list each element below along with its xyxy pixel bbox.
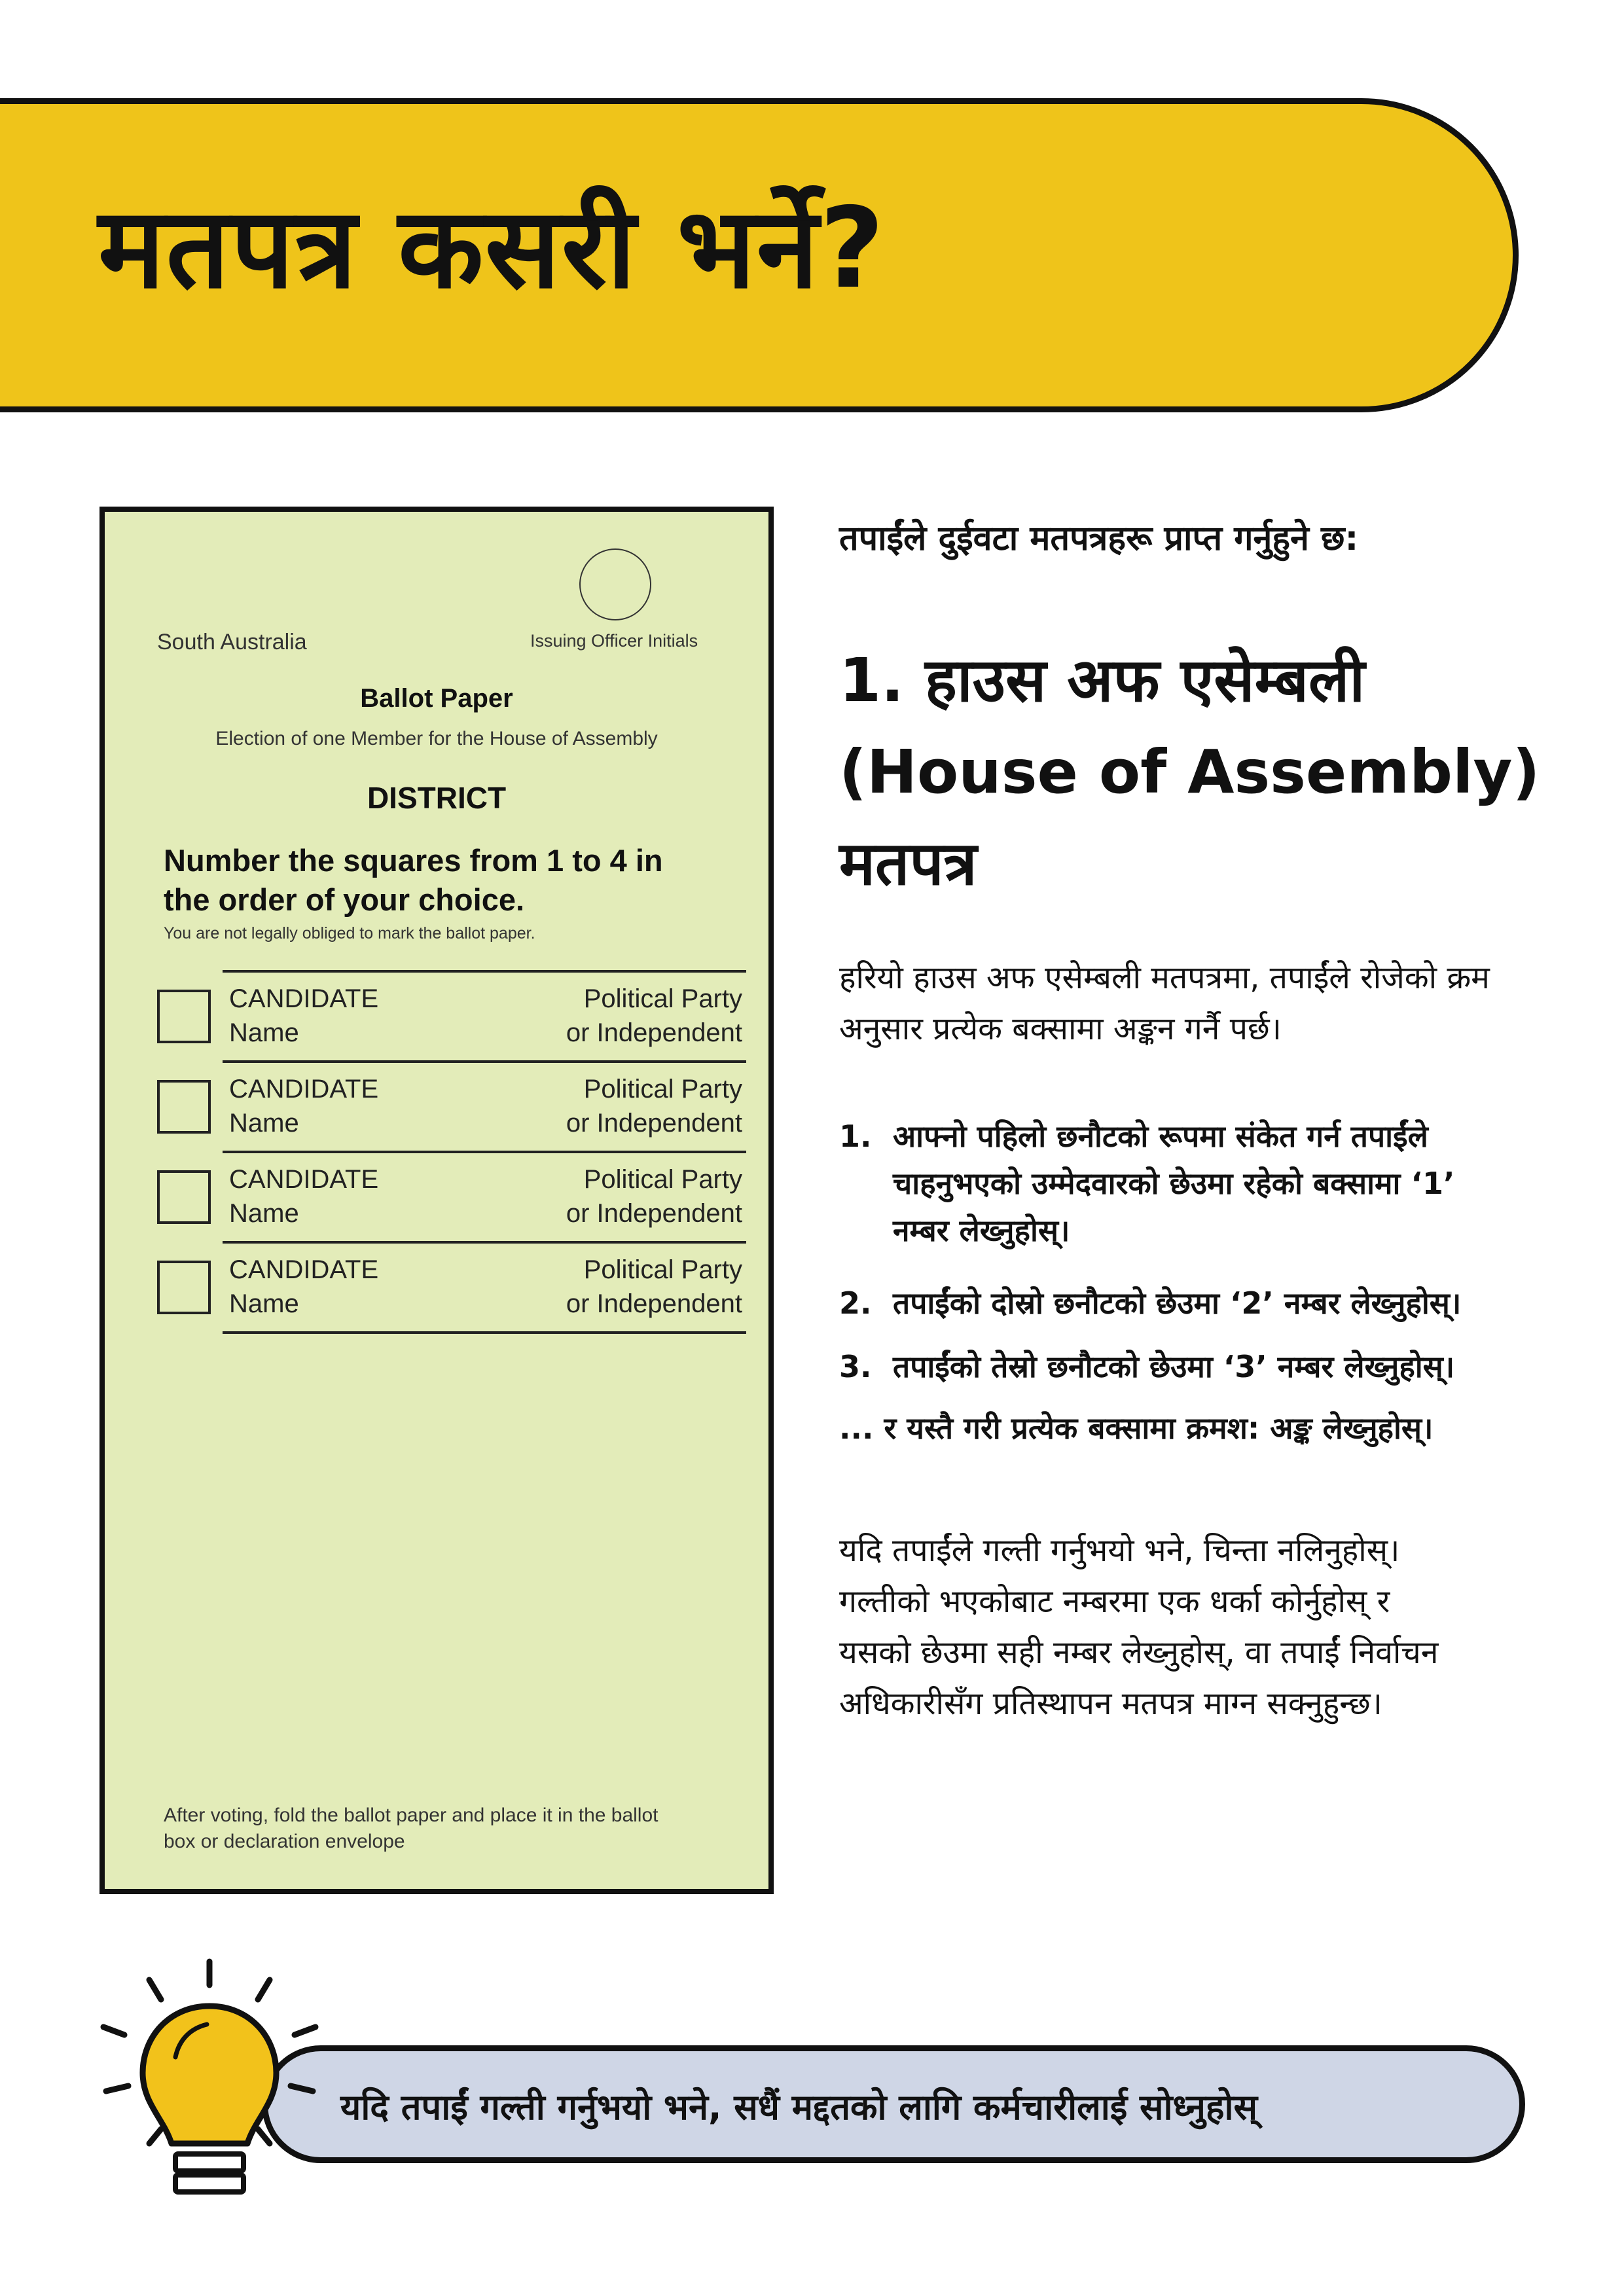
body-line: यसको छेउमा सही नम्बर लेख्नुहोस्, वा तपाईं निर्वाचन [839, 1634, 1439, 1671]
step-number: 3. [839, 1349, 872, 1384]
section-title-line: मतपत्र [839, 829, 977, 899]
step-number: 1. [839, 1119, 872, 1154]
ballot-square-2[interactable] [157, 1080, 211, 1134]
step-text: आफ्नो पहिलो छनौटको रूपमा संकेत गर्न तपाईंले [893, 1119, 1428, 1154]
candidate-name: Name [229, 1018, 299, 1047]
ballot-paper [99, 507, 774, 1894]
ballot-footer-2: box or declaration envelope [164, 1831, 405, 1852]
candidate-name: Name [229, 1199, 299, 1228]
ballot-instruction-1: Number the squares from 1 to 4 in [164, 843, 663, 878]
ballot-state: South Australia [157, 630, 307, 655]
tip-text: यदि तपाईं गल्ती गर्नुभयो भने, सधैं मद्दतको लागि कर्मचारीलाई सोध्नुहोस् [340, 2087, 1257, 2128]
ballot-divider [223, 1151, 746, 1153]
candidate-party-alt: or Independent [566, 1109, 742, 1138]
ballot-divider [223, 1060, 746, 1063]
page-title: मतपत्र कसरी भर्ने? [98, 184, 886, 314]
candidate-label: CANDIDATE [229, 1255, 379, 1284]
section-title-line: (House of Assembly) [839, 737, 1540, 807]
candidate-name: Name [229, 1109, 299, 1138]
step-3 [839, 1343, 1454, 1390]
intro-text: तपाईंले दुईवटा मतपत्रहरू प्राप्त गर्नुहुने छ: [839, 519, 1359, 558]
ballot-heading: Ballot Paper [360, 684, 513, 713]
candidate-party-alt: or Independent [566, 1018, 742, 1047]
ballot-square-3[interactable] [157, 1170, 211, 1224]
candidate-party: Political Party [583, 1255, 742, 1284]
ballot-subheading: Election of one Member for the House of Assembly [215, 728, 658, 749]
step-more: ... र यस्तै गरी प्रत्येक बक्सामा क्रमश: अङ्क लेख्नुहोस्। [839, 1410, 1434, 1446]
step-text: तपाईंको दोस्रो छनौटको छेउमा ‘2’ नम्बर लेख्नुहोस्। [893, 1285, 1462, 1321]
step-text: चाहनुभएको उम्मेदवारको छेउमा रहेको बक्सामा ‘1’ [893, 1166, 1455, 1201]
ballot-district: DISTRICT [367, 781, 507, 815]
body-line: गल्तीको भएकोबाट नम्बरमा एक धर्का कोर्नुहोस् र [839, 1583, 1390, 1620]
ballot-divider [223, 970, 746, 973]
ballot-divider [223, 1331, 746, 1334]
body-line: अधिकारीसँग प्रतिस्थापन मतपत्र माग्न सक्नुहुन्छ। [839, 1685, 1382, 1722]
body-line: यदि तपाईंले गल्ती गर्नुभयो भने, चिन्ता नलिनुहोस्। [839, 1532, 1400, 1569]
section-title [839, 635, 1540, 910]
candidate-party-alt: or Independent [566, 1199, 742, 1228]
section-title-line: 1. हाउस अफ एसेम्बली [839, 645, 1365, 715]
ballot-note: You are not legally obliged to mark the ballot paper. [164, 924, 535, 942]
body-paragraph-1 [839, 952, 1490, 1054]
step-text: नम्बर लेख्नुहोस्। [893, 1213, 1070, 1248]
candidate-label: CANDIDATE [229, 1075, 379, 1103]
ballot-square-4[interactable] [157, 1261, 211, 1314]
step-text: तपाईंको तेस्रो छनौटको छेउमा ‘3’ नम्बर लेख्नुहोस्। [893, 1349, 1455, 1384]
initials-circle [579, 548, 651, 620]
candidate-party: Political Party [583, 1165, 742, 1194]
body-paragraph-2 [839, 1525, 1438, 1729]
ballot-footer-1: After voting, fold the ballot paper and place it in the ballot [164, 1804, 659, 1826]
candidate-party-alt: or Independent [566, 1289, 742, 1318]
candidate-name: Name [229, 1289, 299, 1318]
ballot-instruction-2: the order of your choice. [164, 882, 525, 917]
issuing-officer-label: Issuing Officer Initials [530, 631, 698, 651]
step-2 [839, 1280, 1461, 1327]
body-line: हरियो हाउस अफ एसेम्बली मतपत्रमा, तपाईंले रोजेको क्रम [839, 960, 1490, 996]
step-number: 2. [839, 1285, 872, 1321]
candidate-label: CANDIDATE [229, 1165, 379, 1194]
candidate-party: Political Party [583, 1075, 742, 1103]
candidate-label: CANDIDATE [229, 984, 379, 1013]
body-line: अनुसार प्रत्येक बक्सामा अङ्कन गर्नै पर्छ। [839, 1011, 1282, 1047]
step-1 [839, 1113, 1454, 1254]
candidate-party: Political Party [583, 984, 742, 1013]
lightbulb-icon [92, 1947, 327, 2222]
ballot-divider [223, 1241, 746, 1244]
ballot-square-1[interactable] [157, 990, 211, 1043]
